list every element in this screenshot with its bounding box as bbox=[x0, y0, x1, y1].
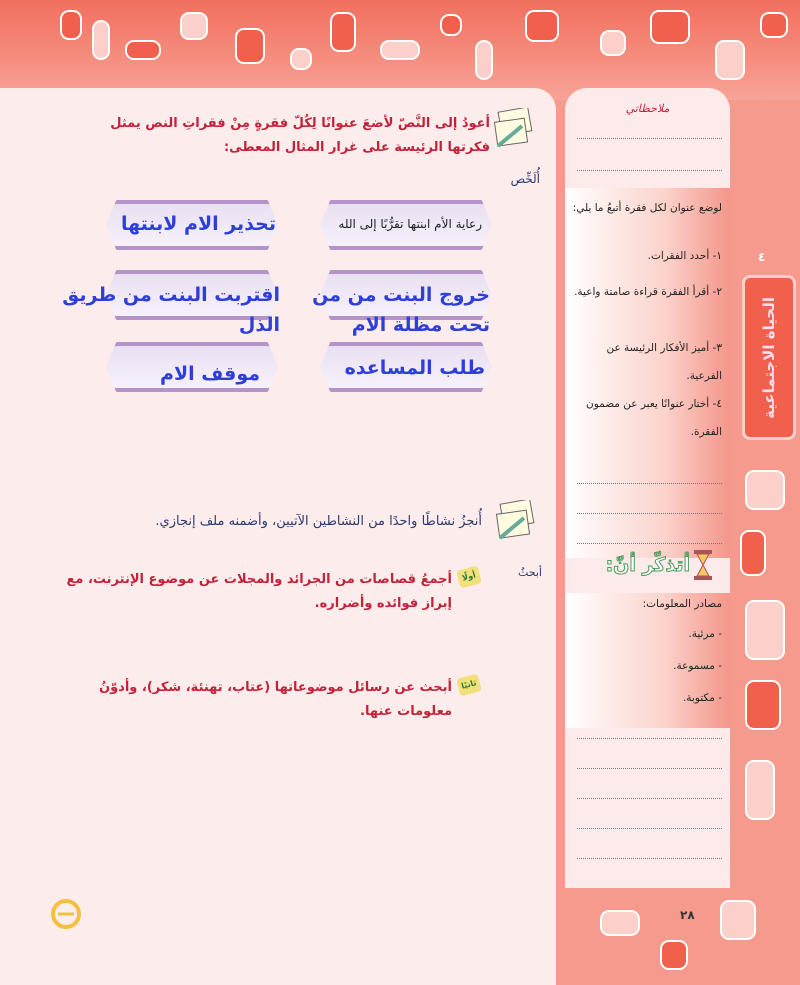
papers-pencil-icon bbox=[492, 108, 536, 148]
decoration bbox=[475, 40, 493, 80]
papers-pencil-icon bbox=[494, 500, 538, 540]
decoration bbox=[745, 470, 785, 510]
tip-item: ٢- أقرأ الفقرة قراءة صامتة واعية. bbox=[574, 286, 722, 298]
decoration bbox=[745, 680, 781, 730]
tip-item: ٣- أميز الأفكار الرئيسة عن الفرعية. bbox=[606, 342, 722, 382]
tip-item: ١- أحدد الفقرات. bbox=[647, 250, 722, 262]
activity2-item-2: أبحث عن رسائل موضوعاتها (عتاب، تهنئة، شكر)، وأدوّنُ معلومات عنها. bbox=[99, 680, 452, 719]
answer-text: اقتربت البنت من طريق الذل bbox=[62, 284, 280, 336]
publisher-logo-icon bbox=[50, 890, 82, 930]
activity1-instruction: أعودُ إلى النَّصّ لأضعَ عنوانًا لِكُلّ فقرةٍ مِنْ فقراتِ النص يمثل فكرتها الرئيسة على غرار المثال المعطى: bbox=[110, 116, 490, 155]
note-line[interactable] bbox=[577, 768, 722, 769]
page-number: ٢٨ bbox=[680, 908, 695, 922]
decoration bbox=[92, 20, 110, 60]
note-line[interactable] bbox=[577, 828, 722, 829]
decoration bbox=[650, 10, 690, 44]
note-line[interactable] bbox=[577, 738, 722, 739]
decoration bbox=[715, 40, 745, 80]
activity2-item-1: أجمعُ قصاصات من الجرائد والمجلات عن موضوع الإنترنت، مع إبراز فوائده وأضراره. bbox=[66, 572, 452, 611]
hourglass-icon bbox=[693, 550, 713, 580]
unit-tab bbox=[742, 275, 796, 440]
decoration bbox=[760, 12, 788, 38]
decoration bbox=[60, 10, 82, 40]
tip-intro: لوضع عنوان لكل فقرة أتبعُ ما يلي: bbox=[572, 202, 722, 214]
note-line[interactable] bbox=[577, 858, 722, 859]
decoration bbox=[600, 30, 626, 56]
remember-line: - مكتوبة. bbox=[682, 692, 722, 704]
decoration bbox=[235, 28, 265, 64]
notes-column bbox=[565, 88, 730, 888]
note-line[interactable] bbox=[577, 513, 722, 514]
badge-second: ثانيًا bbox=[456, 673, 482, 696]
decoration bbox=[330, 12, 356, 52]
note-line[interactable] bbox=[577, 798, 722, 799]
tip-item: ٤- أختار عنوانًا يعبر عن مضمون الفقرة. bbox=[585, 398, 722, 438]
decoration bbox=[745, 760, 775, 820]
decoration bbox=[600, 910, 640, 936]
note-line[interactable] bbox=[577, 543, 722, 544]
decoration bbox=[745, 600, 785, 660]
decoration bbox=[720, 900, 756, 940]
skill-label-summarize: أُلَخِّص bbox=[510, 172, 540, 186]
remember-line: - مسموعة. bbox=[673, 660, 722, 672]
answer-text: طلب المساعده bbox=[344, 357, 485, 379]
example-title: رعاية الأم ابنتها تقرُّبًا إلى الله bbox=[338, 217, 482, 231]
remember-line: - مرئية. bbox=[688, 628, 722, 640]
answer-text: موقف الام bbox=[160, 363, 260, 385]
decoration bbox=[125, 40, 161, 60]
remember-title: أتذكّر أنّ: bbox=[605, 554, 690, 576]
note-line[interactable] bbox=[577, 170, 722, 171]
answer-text: تحذير الام لابنتها bbox=[120, 213, 276, 235]
decoration bbox=[660, 940, 688, 970]
note-line[interactable] bbox=[577, 483, 722, 484]
answer-text: خروج البنت من من تحت مظلة الام bbox=[312, 284, 490, 336]
badge-first: أولًا bbox=[456, 565, 482, 588]
decoration bbox=[740, 530, 766, 576]
skill-label-research: أبحثُ bbox=[517, 566, 542, 579]
decoration bbox=[525, 10, 559, 42]
activity2-instruction: أُنجزُ نشاطًا واحدًا من النشاطين الآتيين، وأضمنه ملف إنجازي. bbox=[155, 514, 482, 529]
note-line[interactable] bbox=[577, 138, 722, 139]
notes-title: ملاحظاتي bbox=[625, 102, 670, 115]
decoration bbox=[180, 12, 208, 40]
remember-line: مصادر المعلومات: bbox=[642, 598, 722, 610]
decoration bbox=[440, 14, 462, 36]
unit-title: الحياة الاجتماعية bbox=[760, 296, 778, 419]
unit-number: ٤ bbox=[758, 250, 766, 264]
decoration bbox=[380, 40, 420, 60]
decoration bbox=[290, 48, 312, 70]
